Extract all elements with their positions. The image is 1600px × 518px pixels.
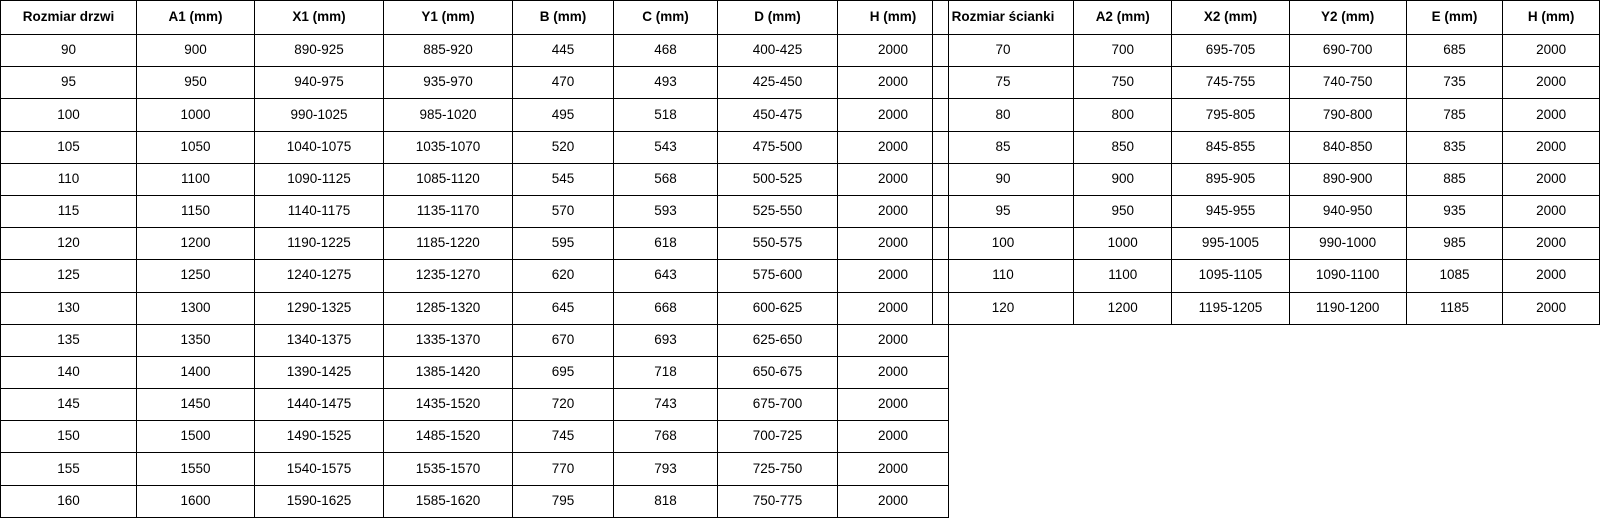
- walls-table-head: [933, 1, 1600, 35]
- doors-column-header-6: D (mm): [718, 1, 838, 35]
- doors-cell: 2000: [838, 485, 949, 517]
- doors-cell: 450-475: [718, 99, 838, 131]
- doors-column-header-7: H (mm): [838, 1, 949, 35]
- walls-cell: 750: [1074, 67, 1172, 99]
- table-row: [1, 453, 949, 485]
- doors-column-header-4: B (mm): [513, 1, 614, 35]
- doors-cell: 725-750: [718, 453, 838, 485]
- table-row: [933, 228, 1600, 260]
- doors-cell: 620: [513, 260, 614, 292]
- doors-cell: 495: [513, 99, 614, 131]
- doors-cell: 793: [614, 453, 718, 485]
- doors-cell: 693: [614, 324, 718, 356]
- doors-cell: 675-700: [718, 389, 838, 421]
- doors-cell: 155: [1, 453, 137, 485]
- walls-cell: 740-750: [1289, 67, 1406, 99]
- doors-cell: 2000: [838, 35, 949, 67]
- doors-cell: 1490-1525: [255, 421, 384, 453]
- doors-cell: 600-625: [718, 292, 838, 324]
- walls-cell: 1000: [1074, 228, 1172, 260]
- doors-cell: 1140-1175: [255, 195, 384, 227]
- doors-cell: 150: [1, 421, 137, 453]
- walls-cell: 950: [1074, 195, 1172, 227]
- walls-cell: 2000: [1503, 195, 1600, 227]
- walls-cell: 690-700: [1289, 35, 1406, 67]
- walls-cell: 885: [1406, 163, 1503, 195]
- walls-cell: 80: [933, 99, 1074, 131]
- table-row: [933, 292, 1600, 324]
- doors-cell: 1590-1625: [255, 485, 384, 517]
- doors-cell: 645: [513, 292, 614, 324]
- doors-cell: 2000: [838, 195, 949, 227]
- walls-cell: 990-1000: [1289, 228, 1406, 260]
- doors-cell: 1250: [137, 260, 255, 292]
- walls-cell: 695-705: [1172, 35, 1289, 67]
- table-row: [933, 131, 1600, 163]
- doors-cell: 500-525: [718, 163, 838, 195]
- doors-cell: 90: [1, 35, 137, 67]
- doors-cell: 493: [614, 67, 718, 99]
- walls-cell: 845-855: [1172, 131, 1289, 163]
- walls-cell: 835: [1406, 131, 1503, 163]
- doors-table-head: [1, 1, 949, 35]
- doors-cell: 890-925: [255, 35, 384, 67]
- doors-cell: 475-500: [718, 131, 838, 163]
- doors-cell: 2000: [838, 67, 949, 99]
- doors-cell: 1040-1075: [255, 131, 384, 163]
- walls-cell: 900: [1074, 163, 1172, 195]
- doors-cell: 425-450: [718, 67, 838, 99]
- doors-cell: 1000: [137, 99, 255, 131]
- walls-cell: 120: [933, 292, 1074, 324]
- doors-cell: 105: [1, 131, 137, 163]
- doors-cell: 1100: [137, 163, 255, 195]
- doors-cell: 1135-1170: [384, 195, 513, 227]
- doors-cell: 2000: [838, 421, 949, 453]
- walls-cell: 2000: [1503, 67, 1600, 99]
- table-row: [1, 131, 949, 163]
- table-row: [933, 163, 1600, 195]
- walls-cell: 2000: [1503, 99, 1600, 131]
- doors-cell: 550-575: [718, 228, 838, 260]
- walls-cell: 2000: [1503, 292, 1600, 324]
- doors-cell: 2000: [838, 389, 949, 421]
- doors-cell: 2000: [838, 99, 949, 131]
- doors-table-body: [1, 35, 949, 518]
- doors-cell: 1085-1120: [384, 163, 513, 195]
- walls-table-body: [933, 35, 1600, 325]
- doors-cell: 2000: [838, 453, 949, 485]
- walls-cell: 840-850: [1289, 131, 1406, 163]
- doors-cell: 770: [513, 453, 614, 485]
- table-row: [1, 356, 949, 388]
- doors-cell: 935-970: [384, 67, 513, 99]
- doors-cell: 2000: [838, 131, 949, 163]
- doors-cell: 1200: [137, 228, 255, 260]
- doors-column-header-2: X1 (mm): [255, 1, 384, 35]
- walls-column-header-1: A2 (mm): [1074, 1, 1172, 35]
- doors-cell: 1440-1475: [255, 389, 384, 421]
- doors-cell: 718: [614, 356, 718, 388]
- doors-cell: 795: [513, 485, 614, 517]
- table-row: [1, 421, 949, 453]
- doors-cell: 668: [614, 292, 718, 324]
- walls-cell: 2000: [1503, 228, 1600, 260]
- doors-cell: 1235-1270: [384, 260, 513, 292]
- doors-cell: 545: [513, 163, 614, 195]
- doors-cell: 135: [1, 324, 137, 356]
- doors-cell: 543: [614, 131, 718, 163]
- doors-column-header-0: Rozmiar drzwi: [1, 1, 137, 35]
- doors-cell: 745: [513, 421, 614, 453]
- walls-cell: 85: [933, 131, 1074, 163]
- walls-cell: 940-950: [1289, 195, 1406, 227]
- walls-column-header-5: H (mm): [1503, 1, 1600, 35]
- doors-cell: 1385-1420: [384, 356, 513, 388]
- doors-cell: 520: [513, 131, 614, 163]
- doors-cell: 100: [1, 99, 137, 131]
- doors-cell: 595: [513, 228, 614, 260]
- doors-cell: 818: [614, 485, 718, 517]
- walls-cell: 735: [1406, 67, 1503, 99]
- doors-cell: 525-550: [718, 195, 838, 227]
- walls-cell: 1200: [1074, 292, 1172, 324]
- doors-cell: 625-650: [718, 324, 838, 356]
- walls-cell: 790-800: [1289, 99, 1406, 131]
- walls-column-header-0: Rozmiar ścianki: [933, 1, 1074, 35]
- doors-cell: 145: [1, 389, 137, 421]
- doors-cell: 400-425: [718, 35, 838, 67]
- doors-cell: 1585-1620: [384, 485, 513, 517]
- doors-cell: 570: [513, 195, 614, 227]
- walls-cell: 685: [1406, 35, 1503, 67]
- doors-cell: 720: [513, 389, 614, 421]
- table-row: [1, 35, 949, 67]
- table-row: [1, 292, 949, 324]
- doors-cell: 470: [513, 67, 614, 99]
- doors-cell: 2000: [838, 292, 949, 324]
- walls-cell: 2000: [1503, 260, 1600, 292]
- doors-cell: 985-1020: [384, 99, 513, 131]
- walls-cell: 700: [1074, 35, 1172, 67]
- table-row: [933, 99, 1600, 131]
- doors-cell: 885-920: [384, 35, 513, 67]
- table-row: [933, 260, 1600, 292]
- doors-cell: 1435-1520: [384, 389, 513, 421]
- table-row: [1, 389, 949, 421]
- doors-cell: 1500: [137, 421, 255, 453]
- doors-cell: 695: [513, 356, 614, 388]
- doors-cell: 1485-1520: [384, 421, 513, 453]
- doors-cell: 160: [1, 485, 137, 517]
- walls-cell: 795-805: [1172, 99, 1289, 131]
- doors-cell: 1190-1225: [255, 228, 384, 260]
- walls-column-header-4: E (mm): [1406, 1, 1503, 35]
- table-header-row: [933, 1, 1600, 35]
- doors-cell: 568: [614, 163, 718, 195]
- doors-cell: 115: [1, 195, 137, 227]
- walls-cell: 1190-1200: [1289, 292, 1406, 324]
- walls-cell: 895-905: [1172, 163, 1289, 195]
- doors-cell: 618: [614, 228, 718, 260]
- doors-cell: 1450: [137, 389, 255, 421]
- table-row: [1, 228, 949, 260]
- walls-cell: 70: [933, 35, 1074, 67]
- walls-cell: 1085: [1406, 260, 1503, 292]
- walls-cell: 850: [1074, 131, 1172, 163]
- doors-cell: 1150: [137, 195, 255, 227]
- doors-cell: 2000: [838, 163, 949, 195]
- table-row: [1, 260, 949, 292]
- walls-cell: 945-955: [1172, 195, 1289, 227]
- doors-cell: 1090-1125: [255, 163, 384, 195]
- walls-cell: 1095-1105: [1172, 260, 1289, 292]
- doors-cell: 1185-1220: [384, 228, 513, 260]
- doors-column-header-3: Y1 (mm): [384, 1, 513, 35]
- doors-cell: 1550: [137, 453, 255, 485]
- doors-cell: 110: [1, 163, 137, 195]
- doors-cell: 95: [1, 67, 137, 99]
- walls-cell: 1090-1100: [1289, 260, 1406, 292]
- walls-cell: 2000: [1503, 131, 1600, 163]
- doors-cell: 650-675: [718, 356, 838, 388]
- table-row: [933, 35, 1600, 67]
- doors-cell: 1535-1570: [384, 453, 513, 485]
- walls-dimensions-table: [932, 0, 1600, 325]
- doors-column-header-1: A1 (mm): [137, 1, 255, 35]
- doors-cell: 2000: [838, 324, 949, 356]
- walls-cell: 785: [1406, 99, 1503, 131]
- doors-cell: 940-975: [255, 67, 384, 99]
- doors-cell: 1035-1070: [384, 131, 513, 163]
- doors-cell: 950: [137, 67, 255, 99]
- doors-cell: 1340-1375: [255, 324, 384, 356]
- table-row: [1, 99, 949, 131]
- doors-cell: 125: [1, 260, 137, 292]
- walls-cell: 90: [933, 163, 1074, 195]
- walls-cell: 75: [933, 67, 1074, 99]
- doors-cell: 2000: [838, 260, 949, 292]
- doors-cell: 1350: [137, 324, 255, 356]
- walls-cell: 1100: [1074, 260, 1172, 292]
- walls-dimensions-table-container: [932, 0, 1600, 325]
- walls-column-header-2: X2 (mm): [1172, 1, 1289, 35]
- doors-cell: 750-775: [718, 485, 838, 517]
- walls-cell: 935: [1406, 195, 1503, 227]
- walls-cell: 995-1005: [1172, 228, 1289, 260]
- doors-cell: 140: [1, 356, 137, 388]
- walls-cell: 1195-1205: [1172, 292, 1289, 324]
- doors-cell: 743: [614, 389, 718, 421]
- walls-cell: 95: [933, 195, 1074, 227]
- table-row: [933, 195, 1600, 227]
- doors-cell: 700-725: [718, 421, 838, 453]
- table-row: [1, 195, 949, 227]
- doors-cell: 1600: [137, 485, 255, 517]
- doors-cell: 900: [137, 35, 255, 67]
- walls-cell: 110: [933, 260, 1074, 292]
- doors-cell: 593: [614, 195, 718, 227]
- table-header-row: [1, 1, 949, 35]
- table-row: [1, 67, 949, 99]
- walls-cell: 2000: [1503, 35, 1600, 67]
- doors-cell: 130: [1, 292, 137, 324]
- doors-cell: 445: [513, 35, 614, 67]
- doors-cell: 468: [614, 35, 718, 67]
- table-row: [1, 163, 949, 195]
- walls-cell: 100: [933, 228, 1074, 260]
- doors-cell: 1285-1320: [384, 292, 513, 324]
- doors-cell: 2000: [838, 356, 949, 388]
- walls-cell: 1185: [1406, 292, 1503, 324]
- doors-cell: 1050: [137, 131, 255, 163]
- walls-cell: 745-755: [1172, 67, 1289, 99]
- table-row: [933, 67, 1600, 99]
- doors-cell: 670: [513, 324, 614, 356]
- doors-cell: 1290-1325: [255, 292, 384, 324]
- doors-cell: 1335-1370: [384, 324, 513, 356]
- doors-cell: 120: [1, 228, 137, 260]
- doors-cell: 575-600: [718, 260, 838, 292]
- doors-cell: 2000: [838, 228, 949, 260]
- walls-cell: 890-900: [1289, 163, 1406, 195]
- doors-cell: 1240-1275: [255, 260, 384, 292]
- doors-cell: 1300: [137, 292, 255, 324]
- doors-cell: 768: [614, 421, 718, 453]
- walls-cell: 800: [1074, 99, 1172, 131]
- doors-cell: 1400: [137, 356, 255, 388]
- doors-column-header-5: C (mm): [614, 1, 718, 35]
- doors-cell: 990-1025: [255, 99, 384, 131]
- table-row: [1, 324, 949, 356]
- doors-cell: 643: [614, 260, 718, 292]
- doors-cell: 518: [614, 99, 718, 131]
- doors-cell: 1540-1575: [255, 453, 384, 485]
- walls-cell: 985: [1406, 228, 1503, 260]
- table-row: [1, 485, 949, 517]
- doors-cell: 1390-1425: [255, 356, 384, 388]
- walls-cell: 2000: [1503, 163, 1600, 195]
- walls-column-header-3: Y2 (mm): [1289, 1, 1406, 35]
